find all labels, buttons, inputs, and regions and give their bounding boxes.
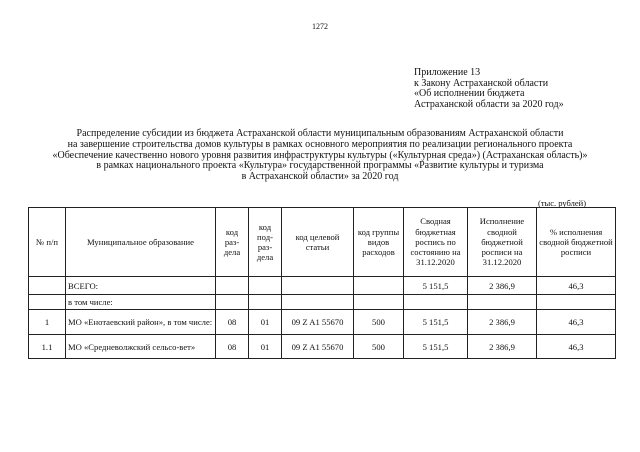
appendix-line: Приложение 13: [414, 67, 481, 78]
cell-expense-group: [354, 277, 404, 295]
cell-target: 09 Z A1 55670: [282, 310, 354, 335]
cell-expense-group: 500: [354, 335, 404, 359]
cell-percent: 46,3: [537, 277, 616, 295]
cell-section: 08: [216, 335, 249, 359]
cell-municipality: МО «Енотаевский район», в том числе:: [66, 310, 216, 335]
cell-subsection: 01: [249, 310, 282, 335]
header-num: № п/п: [29, 208, 66, 277]
cell-percent: 46,3: [537, 310, 616, 335]
cell-executed: 2 386,9: [468, 335, 537, 359]
cell-section: [216, 295, 249, 310]
title-line: Распределение субсидии из бюджета Астраханской области муниципальным образованиям Астраханской области: [76, 128, 564, 139]
cell-target: 09 Z A1 55670: [282, 335, 354, 359]
header-subsection: код под-раз-дела: [249, 208, 282, 277]
title-line: на завершение строительства домов культуры в рамках основного мероприятия по реализации регионального проекта: [67, 138, 573, 150]
cell-executed: 2 386,9: [468, 277, 537, 295]
cell-planned: 5 151,5: [404, 310, 468, 335]
cell-subsection: [249, 295, 282, 310]
cell-subsection: 01: [249, 335, 282, 359]
cell-planned: [404, 295, 468, 310]
table-row-total: [29, 277, 616, 295]
subsidy-table: [28, 207, 616, 359]
cell-section: [216, 277, 249, 295]
header-target: код целевой статьи: [282, 208, 354, 277]
cell-subsection: [249, 277, 282, 295]
table-row-including: [29, 295, 616, 310]
cell-num: [29, 295, 66, 310]
header-municipality: Муниципальное образование: [66, 208, 216, 277]
title-line: «Обеспечение качественно нового уровня развития инфраструктуры культуры («Культурная среда») (Астраханская область)»: [52, 149, 588, 161]
cell-planned: 5 151,5: [404, 277, 468, 295]
document-title: [30, 129, 610, 183]
appendix-line: «Об исполнении бюджета: [414, 88, 525, 99]
cell-num: 1.1: [29, 335, 66, 359]
page-number: 1272: [312, 22, 328, 31]
appendix-note: [414, 68, 564, 110]
cell-target: [282, 295, 354, 310]
cell-planned: 5 151,5: [404, 335, 468, 359]
cell-executed: [468, 295, 537, 310]
header-percent: % исполнения сводной бюджетной росписи: [537, 208, 616, 277]
header-section: код раз-дела: [216, 208, 249, 277]
cell-expense-group: [354, 295, 404, 310]
header-expense-group: код группы видов расходов: [354, 208, 404, 277]
cell-num: [29, 277, 66, 295]
cell-municipality: в том числе:: [66, 295, 216, 310]
cell-executed: 2 386,9: [468, 310, 537, 335]
cell-municipality: ВСЕГО:: [66, 277, 216, 295]
appendix-line: к Закону Астраханской области: [414, 77, 549, 89]
cell-municipality: МО «Средневолжский сельсо-вет»: [66, 335, 216, 359]
cell-expense-group: 500: [354, 310, 404, 335]
appendix-line: Астраханской области за 2020 год»: [414, 98, 564, 110]
cell-percent: 46,3: [537, 335, 616, 359]
header-planned: Сводная бюджетная роспись по состоянию на 31.12.2020: [404, 208, 468, 277]
title-line: в рамках национального проекта «Культура» государственной программы «Развитие культуры и туризма: [96, 160, 544, 172]
table-row-district: [29, 310, 616, 335]
cell-target: [282, 277, 354, 295]
table-row-settlement: [29, 335, 616, 359]
units-label: (тыс. рублей): [538, 198, 587, 208]
header-executed: Исполнение сводной бюджетной росписи на 31.12.2020: [468, 208, 537, 277]
table-header-row: [29, 208, 616, 277]
cell-num: 1: [29, 310, 66, 335]
title-line: в Астраханской области» за 2020 год: [241, 171, 399, 183]
cell-percent: [537, 295, 616, 310]
cell-section: 08: [216, 310, 249, 335]
